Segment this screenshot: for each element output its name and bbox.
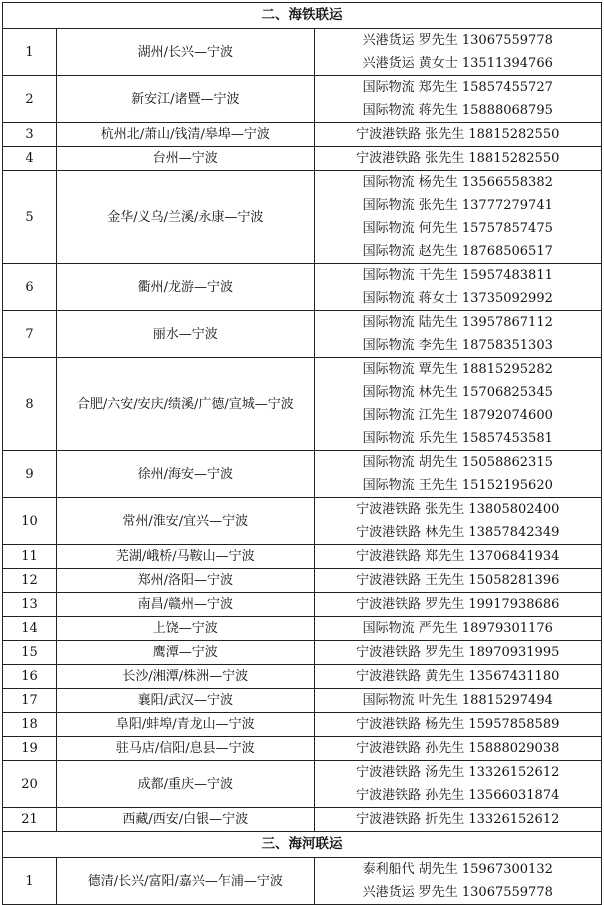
row-number: 17: [3, 689, 57, 713]
contact-line: 国际物流 覃先生 18815295282: [362, 362, 553, 377]
contacts-cell: [314, 545, 602, 569]
row-number: 1: [3, 858, 57, 905]
row-number: 5: [3, 171, 57, 264]
transport-contact-table: [2, 2, 602, 905]
table-row: [3, 451, 602, 498]
contact-line: 宁波港铁路 张先生 13805802400: [356, 502, 560, 517]
row-number: 11: [3, 545, 57, 569]
table-row: [3, 498, 602, 545]
row-number: 13: [3, 593, 57, 617]
route-cell: 新安江/诸暨—宁波: [57, 76, 314, 123]
contact-line: 国际物流 李先生 18758351303: [362, 338, 553, 353]
route-cell: 徐州/海安—宁波: [57, 451, 314, 498]
row-number: 4: [3, 147, 57, 171]
contacts-cell: [314, 665, 602, 689]
table-row: [3, 689, 602, 713]
contacts-cell: [314, 29, 602, 76]
table-row: [3, 569, 602, 593]
contacts-cell: [314, 147, 602, 171]
route-cell: 金华/义乌/兰溪/永康—宁波: [57, 171, 314, 264]
contacts-cell: [314, 123, 602, 147]
contacts-cell: [314, 593, 602, 617]
contact-line: 国际物流 杨先生 13566558382: [362, 175, 553, 190]
contacts-cell: [314, 617, 602, 641]
table-row: [3, 171, 602, 264]
table-row: [3, 617, 602, 641]
contact-line: 宁波港铁路 罗先生 19917938686: [356, 597, 560, 612]
table-row: [3, 737, 602, 761]
contact-line: 宁波港铁路 张先生 18815282550: [356, 127, 560, 142]
contacts-cell: [314, 358, 602, 451]
route-cell: 襄阳/武汉—宁波: [57, 689, 314, 713]
contact-line: 宁波港铁路 孙先生 13566031874: [356, 788, 560, 803]
route-cell: 湖州/长兴—宁波: [57, 29, 314, 76]
route-cell: 杭州北/萧山/钱清/皋埠—宁波: [57, 123, 314, 147]
route-cell: 丽水—宁波: [57, 311, 314, 358]
contacts-cell: [314, 171, 602, 264]
contacts-cell: [314, 498, 602, 545]
table-row: [3, 29, 602, 76]
table-row: [3, 147, 602, 171]
row-number: 19: [3, 737, 57, 761]
contact-line: 宁波港铁路 孙先生 15888029038: [356, 741, 560, 756]
section-header-row: [3, 832, 602, 858]
route-cell: 上饶—宁波: [57, 617, 314, 641]
row-number: 15: [3, 641, 57, 665]
row-number: 1: [3, 29, 57, 76]
contact-line: 宁波港铁路 汤先生 13326152612: [356, 765, 560, 780]
table-row: [3, 358, 602, 451]
route-cell: 德清/长兴/富阳/嘉兴—乍浦—宁波: [57, 858, 314, 905]
contact-line: 国际物流 乐先生 15857453581: [362, 431, 553, 446]
contact-line: 兴港货运 黄女士 13511394766: [362, 56, 553, 71]
table-row: [3, 858, 602, 905]
contact-line: 国际物流 赵先生 18768506517: [362, 244, 553, 259]
row-number: 7: [3, 311, 57, 358]
section-title: 三、海河联运: [3, 832, 602, 858]
section-title: 二、海铁联运: [3, 3, 602, 29]
contact-line: 宁波港铁路 王先生 15058281396: [356, 573, 560, 588]
row-number: 21: [3, 808, 57, 832]
contact-line: 国际物流 叶先生 18815297494: [362, 693, 553, 708]
route-cell: 阜阳/蚌埠/青龙山—宁波: [57, 713, 314, 737]
document: [2, 2, 602, 905]
route-cell: 南昌/赣州—宁波: [57, 593, 314, 617]
row-number: 3: [3, 123, 57, 147]
table-row: [3, 808, 602, 832]
route-cell: 鹰潭—宁波: [57, 641, 314, 665]
route-cell: 郑州/洛阳—宁波: [57, 569, 314, 593]
contacts-cell: [314, 858, 602, 905]
contact-line: 国际物流 张先生 13777279741: [362, 198, 553, 213]
contacts-cell: [314, 808, 602, 832]
contact-line: 国际物流 江先生 18792074600: [362, 408, 553, 423]
table-row: [3, 545, 602, 569]
contact-line: 国际物流 王先生 15152195620: [362, 478, 553, 493]
contact-line: 国际物流 郑先生 15857455727: [362, 80, 553, 95]
table-row: [3, 761, 602, 808]
contacts-cell: [314, 761, 602, 808]
contact-line: 兴港货运 罗先生 13067559778: [362, 33, 553, 48]
contacts-cell: [314, 737, 602, 761]
contact-line: 宁波港铁路 黄先生 13567431180: [356, 669, 560, 684]
table-row: [3, 593, 602, 617]
contact-line: 兴港货运 罗先生 13067559778: [362, 885, 553, 900]
contact-line: 国际物流 何先生 15757857475: [362, 221, 553, 236]
row-number: 8: [3, 358, 57, 451]
contacts-cell: [314, 264, 602, 311]
table-row: [3, 311, 602, 358]
route-cell: 成都/重庆—宁波: [57, 761, 314, 808]
contacts-cell: [314, 713, 602, 737]
route-cell: 驻马店/信阳/息县—宁波: [57, 737, 314, 761]
table-row: [3, 76, 602, 123]
row-number: 10: [3, 498, 57, 545]
contact-line: 国际物流 胡先生 15058862315: [362, 455, 553, 470]
contact-line: 泰利船代 胡先生 15967300132: [362, 862, 553, 877]
table-row: [3, 641, 602, 665]
row-number: 6: [3, 264, 57, 311]
row-number: 20: [3, 761, 57, 808]
table-row: [3, 665, 602, 689]
contact-line: 国际物流 林先生 15706825345: [362, 385, 553, 400]
contacts-cell: [314, 76, 602, 123]
table-row: [3, 713, 602, 737]
contact-line: 国际物流 蒋先生 15888068795: [362, 103, 553, 118]
contact-line: 国际物流 蒋女士 13735092992: [362, 291, 553, 306]
contacts-cell: [314, 311, 602, 358]
route-cell: 常州/淮安/宜兴—宁波: [57, 498, 314, 545]
route-cell: 合肥/六安/安庆/绩溪/广德/宣城—宁波: [57, 358, 314, 451]
contact-line: 宁波港铁路 郑先生 13706841934: [356, 549, 560, 564]
contacts-cell: [314, 451, 602, 498]
contact-line: 宁波港铁路 罗先生 18970931995: [356, 645, 560, 660]
row-number: 2: [3, 76, 57, 123]
contact-line: 宁波港铁路 杨先生 15957858589: [356, 717, 560, 732]
route-cell: 台州—宁波: [57, 147, 314, 171]
section-header-row: [3, 3, 602, 29]
contact-line: 宁波港铁路 折先生 13326152612: [356, 812, 560, 827]
contacts-cell: [314, 641, 602, 665]
table-body: [3, 3, 602, 905]
contacts-cell: [314, 689, 602, 713]
contacts-cell: [314, 569, 602, 593]
contact-line: 国际物流 严先生 18979301176: [362, 621, 553, 636]
contact-line: 宁波港铁路 张先生 18815282550: [356, 151, 560, 166]
contact-line: 国际物流 陆先生 13957867112: [362, 315, 553, 330]
contact-line: 宁波港铁路 林先生 13857842349: [356, 525, 560, 540]
table-row: [3, 264, 602, 311]
row-number: 12: [3, 569, 57, 593]
contact-line: 国际物流 干先生 15957483811: [362, 268, 553, 283]
route-cell: 长沙/湘潭/株洲—宁波: [57, 665, 314, 689]
row-number: 16: [3, 665, 57, 689]
row-number: 9: [3, 451, 57, 498]
row-number: 18: [3, 713, 57, 737]
route-cell: 衢州/龙游—宁波: [57, 264, 314, 311]
route-cell: 西藏/西安/白银—宁波: [57, 808, 314, 832]
table-row: [3, 123, 602, 147]
route-cell: 芜湖/峨桥/马鞍山—宁波: [57, 545, 314, 569]
row-number: 14: [3, 617, 57, 641]
